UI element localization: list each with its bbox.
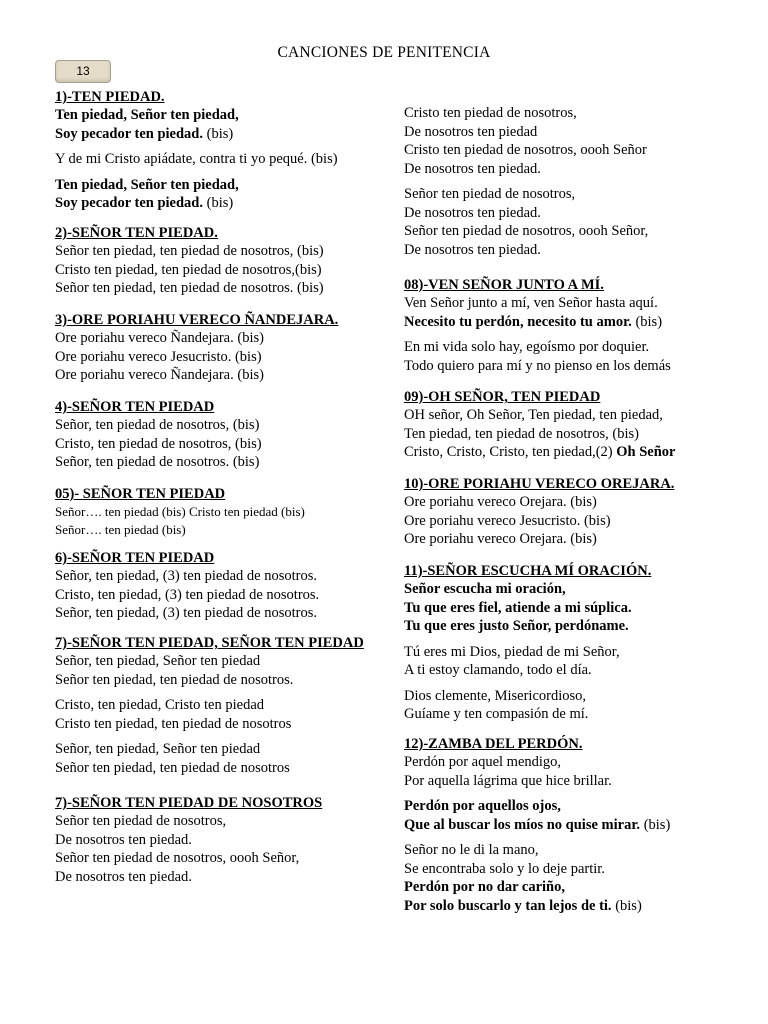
- lyric-line: [55, 503, 305, 521]
- song-heading: [55, 88, 338, 106]
- lyric-text: Cristo ten piedad, ten piedad de nosotros,(bis): [55, 261, 322, 278]
- lyric-line: [404, 294, 671, 313]
- song-heading: [55, 485, 305, 503]
- lyric-line: [55, 106, 338, 125]
- lyric-line: [55, 416, 262, 435]
- song-heading-text: SEÑOR TEN PIEDAD: [82, 486, 226, 502]
- lyric-line: [404, 897, 670, 916]
- lyric-line: [404, 530, 674, 549]
- lyric-line: [404, 160, 648, 179]
- lyric-line: [404, 580, 651, 599]
- song-1: [55, 88, 338, 213]
- lyric-text: De nosotros ten piedad.: [55, 831, 192, 848]
- song-3: [55, 311, 338, 385]
- lyric-text: De nosotros ten piedad.: [404, 241, 541, 258]
- lyric-text: Dios clemente, Misericordioso,: [404, 687, 587, 704]
- lyric-line: [55, 279, 324, 298]
- lyric-text: Ven Señor junto a mí, ven Señor hasta aquí.: [404, 295, 658, 311]
- lyric-text: A ti estoy clamando, todo el día.: [404, 662, 592, 678]
- song-heading-prefix: 05)-: [55, 486, 83, 502]
- lyric-text: Ore poriahu vereco Orejara. (bis): [404, 494, 597, 510]
- lyric-text: Perdón por no dar cariño,: [404, 879, 565, 895]
- lyric-line: [404, 241, 648, 260]
- stanza-gap: [404, 636, 651, 643]
- lyric-text: Señor, ten piedad, Señor ten piedad: [55, 741, 261, 757]
- lyric-line: [404, 643, 651, 662]
- lyric-line: [404, 141, 648, 160]
- lyric-line: [404, 797, 670, 816]
- song-heading-text: 11)-SEÑOR ESCUCHA MÍ ORACIÓN.: [404, 563, 652, 579]
- song-heading-text: 6)-SEÑOR TEN PIEDAD: [55, 550, 215, 566]
- lyric-text: Cristo, ten piedad, (3) ten piedad de nosotros.: [55, 586, 320, 603]
- lyric-text: Tú eres mi Dios, piedad de mi Señor,: [404, 643, 620, 660]
- song-4: [55, 398, 262, 472]
- lyric-line: [55, 812, 322, 831]
- stanza-gap: [404, 834, 670, 841]
- song-heading-text: 10)-ORE PORIAHU VERECO OREJARA.: [404, 476, 675, 492]
- lyric-text: Ten piedad, Señor ten piedad,: [55, 107, 239, 123]
- stanza-gap: [404, 790, 670, 797]
- lyric-text: De nosotros ten piedad: [404, 123, 538, 140]
- lyric-line: [404, 687, 651, 706]
- lyric-text: Señor ten piedad de nosotros,: [55, 813, 227, 829]
- lyric-suffix: (bis): [202, 195, 234, 211]
- lyric-text: Ore poriahu vereco Jesucristo. (bis): [55, 348, 262, 365]
- song-heading: [404, 735, 670, 753]
- lyric-text: En mi vida solo hay, egoísmo por doquier.: [404, 339, 650, 355]
- song-heading: [55, 794, 322, 812]
- lyric-line: [55, 586, 319, 605]
- lyric-text: Señor…. ten piedad (bis): [55, 521, 186, 537]
- lyric-line: [55, 831, 322, 850]
- stanza-gap: [55, 169, 338, 176]
- lyric-line: [404, 816, 670, 835]
- song-13: [404, 735, 670, 915]
- lyric-text: Cristo, ten piedad de nosotros, (bis): [55, 435, 262, 452]
- lyric-text: De nosotros ten piedad.: [404, 160, 541, 177]
- lyric-text: Necesito tu perdón, necesito tu amor.: [404, 313, 632, 330]
- song-heading-text: 2)-SEÑOR TEN PIEDAD.: [55, 225, 218, 241]
- lyric-line: [55, 759, 364, 778]
- lyric-line: [404, 617, 651, 636]
- lyric-line: [404, 512, 674, 531]
- lyric-text: Ore poriahu vereco Jesucristo. (bis): [404, 512, 611, 529]
- song-heading: [404, 276, 671, 294]
- lyric-line: [404, 772, 670, 791]
- lyric-text: Señor ten piedad, ten piedad de nosotros. (bis): [55, 280, 324, 296]
- lyric-line: [404, 661, 651, 680]
- song-10: [404, 388, 675, 462]
- song-heading: [404, 388, 675, 406]
- lyric-line: [404, 222, 648, 241]
- lyric-suffix: (bis): [202, 125, 234, 142]
- lyric-line: [404, 123, 648, 142]
- lyric-line: [55, 715, 364, 734]
- stanza-gap: [404, 680, 651, 687]
- lyric-line: [55, 671, 364, 690]
- lyric-line: [55, 194, 338, 213]
- song-heading: [404, 562, 651, 580]
- lyric-text: Por solo buscarlo y tan lejos de ti.: [404, 897, 612, 914]
- lyric-line: [55, 868, 322, 887]
- song-2: [55, 224, 324, 298]
- song-heading: [55, 634, 364, 652]
- lyric-line: [404, 406, 675, 425]
- stanza-gap: [404, 178, 648, 185]
- song-heading: [55, 224, 324, 242]
- lyric-text: Perdón por aquellos ojos,: [404, 798, 561, 814]
- song-heading: [404, 475, 674, 493]
- stanza-gap: [55, 143, 338, 150]
- lyric-text: Cristo, ten piedad, Cristo ten piedad: [55, 697, 265, 713]
- lyric-text: Señor ten piedad de nosotros,: [404, 186, 576, 202]
- lyric-text: Guíame y ten compasión de mí.: [404, 706, 589, 722]
- song-7-continued: [404, 104, 648, 259]
- lyric-text: Cristo ten piedad de nosotros,: [404, 105, 577, 121]
- lyric-line: [404, 599, 651, 618]
- lyric-text: OH señor, Oh Señor, Ten piedad, ten piedad,: [404, 407, 663, 423]
- lyric-text: Por aquella lágrima que hice brillar.: [404, 772, 612, 789]
- lyric-text: Tu que eres justo Señor, perdóname.: [404, 618, 629, 634]
- song-8: [55, 794, 322, 886]
- lyric-line: [55, 176, 338, 195]
- lyric-text: Señor, ten piedad, (3) ten piedad de nosotros.: [55, 568, 317, 584]
- lyric-text: Que al buscar los míos no quise mirar.: [404, 816, 641, 833]
- lyric-text: Señor ten piedad de nosotros, oooh Señor,: [404, 223, 649, 239]
- lyric-line: [404, 104, 648, 123]
- lyric-line: [404, 443, 675, 462]
- lyric-line: [55, 261, 324, 280]
- lyric-text: Ten piedad, ten piedad de nosotros, (bis): [404, 425, 639, 442]
- lyric-text: Señor…. ten piedad (bis) Cristo ten piedad (bis): [55, 504, 305, 519]
- song-heading: [55, 311, 338, 329]
- song-heading-text: 08)-VEN SEÑOR JUNTO A MÍ.: [404, 277, 604, 293]
- song-heading-text: 1)-TEN PIEDAD.: [55, 89, 165, 105]
- lyric-text: Ore poriahu vereco Orejara. (bis): [404, 531, 597, 547]
- lyric-text: Señor ten piedad de nosotros, oooh Señor,: [55, 850, 300, 866]
- lyric-line: [55, 521, 305, 539]
- lyric-line: [55, 329, 338, 348]
- song-heading-text: 12)-ZAMBA DEL PERDÓN.: [404, 736, 583, 752]
- lyric-line: [55, 435, 262, 454]
- lyric-text: Señor ten piedad, ten piedad de nosotros, (bis): [55, 243, 324, 259]
- song-heading: [55, 398, 262, 416]
- lyric-text: Se encontraba solo y lo deje partir.: [404, 860, 605, 877]
- lyric-text: De nosotros ten piedad.: [55, 868, 192, 885]
- lyric-line: [55, 453, 262, 472]
- lyric-line: [55, 652, 364, 671]
- lyric-text: Señor, ten piedad, (3) ten piedad de nosotros.: [55, 605, 317, 621]
- lyric-line: [55, 740, 364, 759]
- lyric-text: Señor, ten piedad de nosotros, (bis): [55, 417, 260, 433]
- lyric-line: [55, 567, 319, 586]
- lyric-text: Ore poriahu vereco Ñandejara. (bis): [55, 367, 264, 383]
- lyric-line: [404, 185, 648, 204]
- lyric-line: [404, 338, 671, 357]
- lyric-text: Señor, ten piedad de nosotros. (bis): [55, 454, 260, 470]
- lyric-line: [404, 313, 671, 332]
- song-9: [404, 276, 671, 375]
- lyric-line: [55, 849, 322, 868]
- lyric-text: Señor no le di la mano,: [404, 842, 539, 858]
- lyric-text: Y de mi Cristo apiádate, contra ti yo pequé. (bis): [55, 151, 338, 167]
- song-12: [404, 562, 651, 724]
- lyric-text: Soy pecador ten piedad.: [55, 195, 203, 211]
- lyric-line: [55, 604, 319, 623]
- lyric-line: [404, 493, 674, 512]
- lyric-text: Señor ten piedad, ten piedad de nosotros: [55, 759, 290, 776]
- lyric-text: Señor escucha mi oración,: [404, 581, 566, 597]
- song-heading-text: 7)-SEÑOR TEN PIEDAD DE NOSOTROS: [55, 795, 323, 811]
- lyric-text: De nosotros ten piedad.: [404, 204, 541, 221]
- lyric-text: Cristo ten piedad, ten piedad de nosotros: [55, 715, 292, 732]
- song-heading-text: 3)-ORE PORIAHU VERECO ÑANDEJARA.: [55, 312, 339, 328]
- lyric-text: Perdón por aquel mendigo,: [404, 754, 562, 770]
- lyric-suffix: (bis): [640, 816, 671, 833]
- song-7: [55, 634, 364, 777]
- song-11: [404, 475, 674, 549]
- song-5: [55, 485, 305, 538]
- lyric-text: Señor, ten piedad, Señor ten piedad: [55, 653, 261, 669]
- lyric-line: [55, 348, 338, 367]
- lyric-line: [55, 150, 338, 169]
- lyric-bold-tail: Oh Señor: [616, 444, 676, 460]
- lyric-text: Cristo, Cristo, Cristo, ten piedad,(2): [404, 444, 617, 460]
- lyric-suffix: (bis): [631, 313, 663, 330]
- song-heading-text: 7)-SEÑOR TEN PIEDAD, SEÑOR TEN PIEDAD: [55, 635, 364, 651]
- song-heading: [55, 549, 319, 567]
- lyric-line: [55, 242, 324, 261]
- lyric-text: Todo quiero para mí y no pienso en los demás: [404, 357, 671, 374]
- lyric-text: Ore poriahu vereco Ñandejara. (bis): [55, 330, 264, 346]
- lyric-line: [404, 860, 670, 879]
- page-title: CANCIONES DE PENITENCIA: [277, 44, 491, 61]
- song-heading-text: 4)-SEÑOR TEN PIEDAD: [55, 399, 215, 415]
- lyric-text: Cristo ten piedad de nosotros, oooh Señor: [404, 142, 647, 158]
- lyric-text: Señor ten piedad, ten piedad de nosotros.: [55, 671, 294, 688]
- lyric-line: [404, 204, 648, 223]
- song-heading-text: 09)-OH SEÑOR, TEN PIEDAD: [404, 389, 601, 405]
- lyric-line: [404, 841, 670, 860]
- lyric-line: [55, 696, 364, 715]
- lyric-suffix: (bis): [611, 897, 642, 914]
- stanza-gap: [55, 689, 364, 696]
- stanza-gap: [55, 733, 364, 740]
- lyric-text: Soy pecador ten piedad.: [55, 125, 203, 142]
- page-number-badge: 13: [55, 60, 111, 83]
- lyric-line: [55, 366, 338, 385]
- lyric-text: Tu que eres fiel, atiende a mi súplica.: [404, 599, 632, 616]
- lyric-line: [404, 878, 670, 897]
- lyric-line: [404, 425, 675, 444]
- lyric-line: [55, 125, 338, 144]
- lyric-line: [404, 357, 671, 376]
- song-6: [55, 549, 319, 623]
- lyric-text: Ten piedad, Señor ten piedad,: [55, 176, 239, 193]
- lyric-line: [404, 753, 670, 772]
- stanza-gap: [404, 331, 671, 338]
- lyric-line: [404, 705, 651, 724]
